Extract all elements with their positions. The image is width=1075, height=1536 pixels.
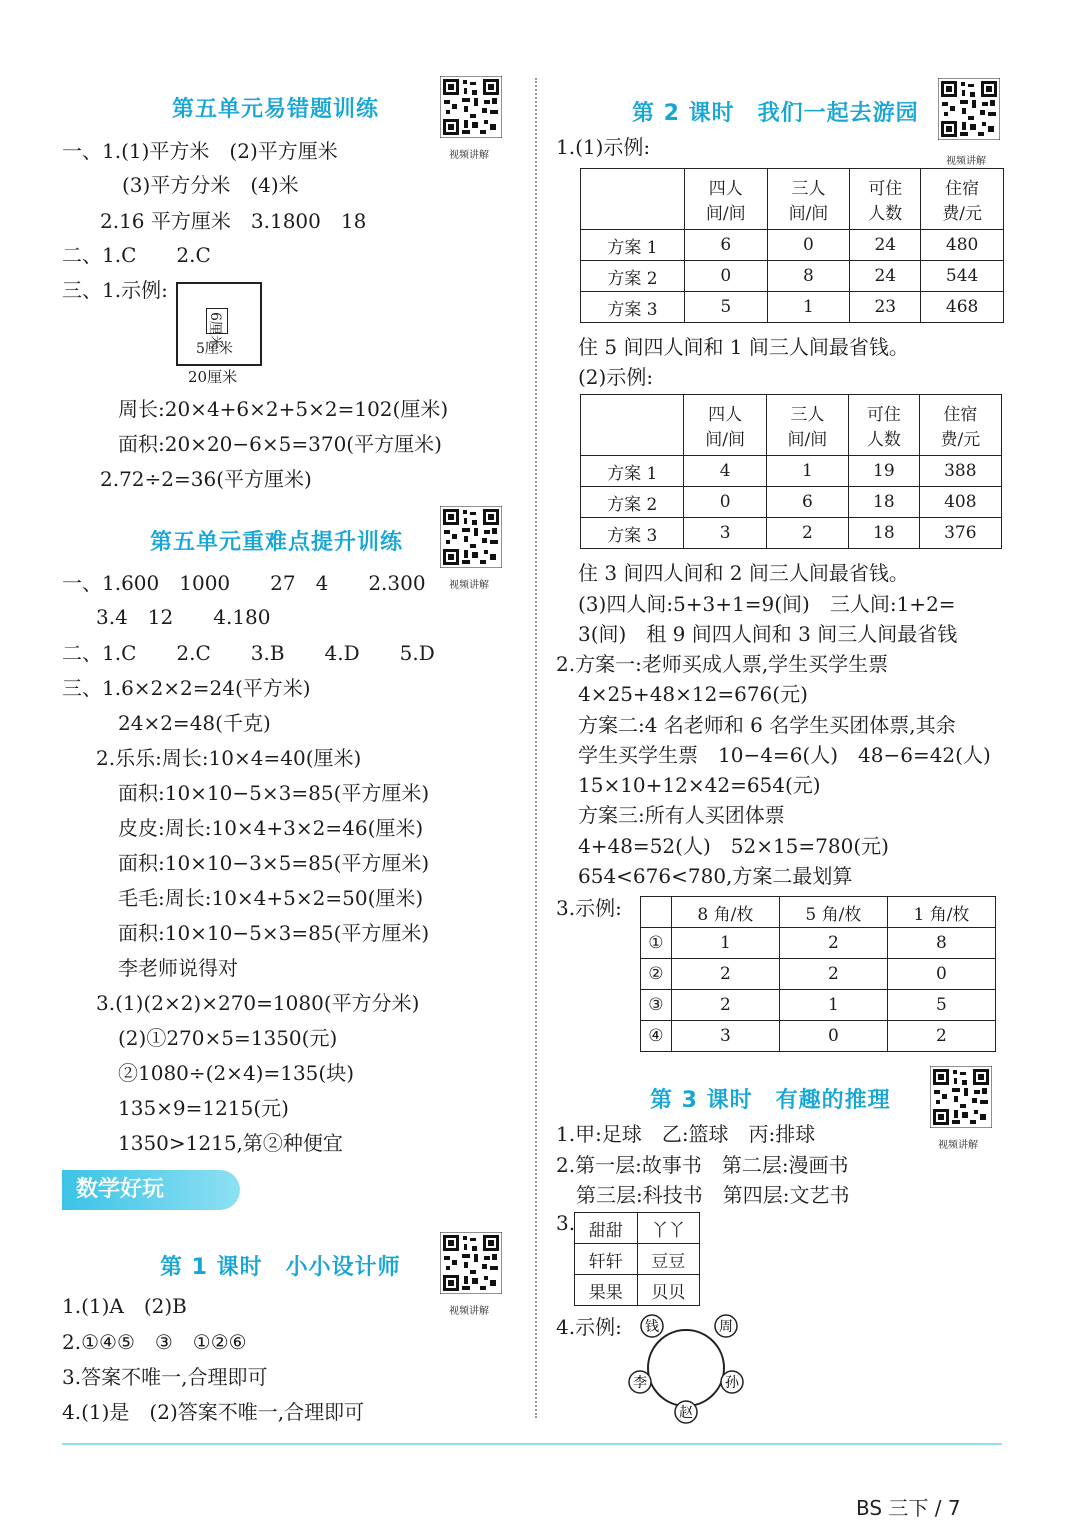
table-header-cell: 四人 间/间 bbox=[684, 169, 767, 230]
answer-line: 李老师说得对 bbox=[118, 956, 238, 980]
table-cell: 6 bbox=[684, 230, 767, 261]
table-cell: 6 bbox=[766, 487, 848, 518]
answer-line: 面积:20×20−6×5=370(平方厘米) bbox=[118, 432, 442, 456]
table-row bbox=[581, 261, 1004, 292]
table-header-cell bbox=[581, 169, 685, 230]
table-row bbox=[575, 1275, 700, 1306]
table-cell: 1 bbox=[766, 456, 848, 487]
qr-code-icon[interactable] bbox=[440, 1232, 502, 1294]
seat-label: 赵 bbox=[679, 1405, 693, 1421]
qr-label: 视频讲解 bbox=[449, 580, 489, 591]
answer-line: 面积:10×10−3×5=85(平方厘米) bbox=[118, 851, 430, 875]
answer-line: 2.①④⑤ ③ ①②⑥ bbox=[62, 1330, 247, 1354]
table-row bbox=[641, 990, 996, 1021]
answer-line: 3.4 12 4.180 bbox=[96, 605, 271, 629]
table-cell: 480 bbox=[921, 230, 1004, 261]
table-cell: 方案 3 bbox=[581, 518, 684, 549]
table-cell: 2 bbox=[671, 990, 779, 1021]
answer-line: 4.(1)是 (2)答案不唯一,合理即可 bbox=[62, 1400, 365, 1424]
answer-line: (2)①270×5=1350(元) bbox=[118, 1026, 338, 1050]
answer-line: (3)四人间:5+3+1=9(间) 三人间:1+2= bbox=[578, 592, 956, 616]
table-cell: 轩轩 bbox=[575, 1244, 638, 1275]
answer-line: 1.甲:足球 乙:篮球 丙:排球 bbox=[556, 1122, 816, 1146]
table-row bbox=[581, 456, 1002, 487]
seat-label: 李 bbox=[633, 1375, 647, 1391]
table-cell: 4 bbox=[684, 456, 766, 487]
table-cell: 方案 3 bbox=[581, 292, 685, 323]
answer-line: 二、1.C 2.C 3.B 4.D 5.D bbox=[62, 641, 435, 665]
table-header-cell bbox=[581, 395, 684, 456]
table-cell: 5 bbox=[887, 990, 995, 1021]
table-cell: 24 bbox=[850, 230, 921, 261]
table-cell: 376 bbox=[919, 518, 1001, 549]
table-cell: ② bbox=[641, 959, 672, 990]
table-cell: 0 bbox=[767, 230, 850, 261]
section-title-lesson1: 第 1 课时 小小设计师 bbox=[160, 1255, 401, 1280]
answer-line: 3.(1)(2×2)×270=1080(平方分米) bbox=[96, 991, 420, 1015]
table-row bbox=[581, 518, 1002, 549]
table-cell: 24 bbox=[850, 261, 921, 292]
table-cell: 544 bbox=[921, 261, 1004, 292]
seat-label: 钱 bbox=[645, 1319, 659, 1335]
answer-line: 4+48=52(人) 52×15=780(元) bbox=[578, 834, 889, 858]
table-cell: 388 bbox=[919, 456, 1001, 487]
table-cell: 2 bbox=[779, 928, 887, 959]
answer-line: 654<676<780,方案二最划算 bbox=[578, 864, 853, 888]
answer-line: 面积:10×10−5×3=85(平方厘米) bbox=[118, 781, 430, 805]
answer-line: 3.示例: bbox=[556, 896, 622, 920]
table-cell: 1 bbox=[779, 990, 887, 1021]
seat-label: 周 bbox=[719, 1319, 733, 1335]
table-cell: 1 bbox=[671, 928, 779, 959]
table-row bbox=[581, 292, 1004, 323]
answer-line: 135×9=1215(元) bbox=[118, 1096, 289, 1120]
qr-code-icon[interactable] bbox=[440, 506, 502, 568]
table-header-row bbox=[641, 897, 996, 928]
qr-code-icon[interactable] bbox=[930, 1066, 992, 1128]
qr-label: 视频讲解 bbox=[938, 1140, 978, 1151]
table-cell: ① bbox=[641, 928, 672, 959]
table-header-cell: 1 角/枚 bbox=[887, 897, 995, 928]
section-title-lesson3: 第 3 课时 有趣的推理 bbox=[650, 1088, 891, 1113]
table-row bbox=[641, 928, 996, 959]
table-cell: 18 bbox=[849, 518, 920, 549]
table-cell: 0 bbox=[684, 487, 766, 518]
qr-label: 视频讲解 bbox=[946, 156, 986, 167]
qr-label: 视频讲解 bbox=[449, 1306, 489, 1317]
answer-line: (2)示例: bbox=[578, 365, 654, 389]
table-cell: 0 bbox=[887, 959, 995, 990]
table-cell: 1 bbox=[767, 292, 850, 323]
table-cell: 甜甜 bbox=[575, 1213, 638, 1244]
qr-code-icon[interactable] bbox=[938, 78, 1000, 140]
bottom-rule bbox=[62, 1443, 1002, 1445]
page-footer: BS 三下 / 7 bbox=[856, 1496, 961, 1520]
table-cell: 方案 1 bbox=[581, 230, 685, 261]
answer-line: 1.(1)A (2)B bbox=[62, 1294, 187, 1318]
table-header-row bbox=[581, 169, 1004, 230]
table-row bbox=[581, 487, 1002, 518]
answer-line: 2.乐乐:周长:10×4=40(厘米) bbox=[96, 746, 362, 770]
table-header-cell: 可住 人数 bbox=[850, 169, 921, 230]
section-banner-math-fun: 数学好玩 bbox=[62, 1170, 240, 1210]
table-header-cell: 5 角/枚 bbox=[779, 897, 887, 928]
table-cell: 方案 1 bbox=[581, 456, 684, 487]
seat-label: 孙 bbox=[725, 1375, 739, 1391]
qr-label: 视频讲解 bbox=[449, 150, 489, 161]
table-header-cell: 8 角/枚 bbox=[671, 897, 779, 928]
answer-line: 一、1.600 1000 27 4 2.300 bbox=[62, 571, 426, 595]
section-title-lesson2: 第 2 课时 我们一起去游园 bbox=[632, 101, 919, 126]
answer-line: 住 3 间四人间和 2 间三人间最省钱。 bbox=[578, 561, 909, 585]
answer-line: 4.示例: bbox=[556, 1315, 622, 1339]
answer-line: (3)平方分米 (4)米 bbox=[122, 173, 299, 197]
answer-line: 4×25+48×12=676(元) bbox=[578, 682, 808, 706]
section-title-unit5-key-points: 第五单元重难点提升训练 bbox=[150, 530, 404, 555]
table-cell: ④ bbox=[641, 1021, 672, 1052]
table-header-cell: 住宿 费/元 bbox=[921, 169, 1004, 230]
answer-line: 三、1.示例: bbox=[62, 278, 168, 302]
answer-line: 二、1.C 2.C bbox=[62, 243, 211, 267]
table-row bbox=[575, 1244, 700, 1275]
table-cell: 方案 2 bbox=[581, 261, 685, 292]
table-header-cell: 可住 人数 bbox=[849, 395, 920, 456]
answer-line: 2.第一层:故事书 第二层:漫画书 bbox=[556, 1153, 849, 1177]
qr-code-icon[interactable] bbox=[440, 76, 502, 138]
table-cell: 丫丫 bbox=[637, 1213, 700, 1244]
answer-line: 面积:10×10−5×3=85(平方厘米) bbox=[118, 921, 430, 945]
table-cell: 3 bbox=[671, 1021, 779, 1052]
answer-line: 2.方案一:老师买成人票,学生买学生票 bbox=[556, 652, 889, 676]
table-cell: 468 bbox=[921, 292, 1004, 323]
table-header-row bbox=[581, 395, 1002, 456]
answer-line: 1.(1)示例: bbox=[556, 135, 651, 159]
table-cell: 8 bbox=[767, 261, 850, 292]
answer-line: 3.答案不唯一,合理即可 bbox=[62, 1365, 268, 1389]
table-cell: 2 bbox=[766, 518, 848, 549]
table-row bbox=[575, 1213, 700, 1244]
answer-line: 住 5 间四人间和 1 间三人间最省钱。 bbox=[578, 335, 909, 359]
table-cell: 2 bbox=[671, 959, 779, 990]
lodging-table-2 bbox=[580, 394, 1002, 549]
table-header-cell: 住宿 费/元 bbox=[919, 395, 1001, 456]
table-cell: 果果 bbox=[575, 1275, 638, 1306]
table-cell: 2 bbox=[779, 959, 887, 990]
table-header-cell: 三人 间/间 bbox=[766, 395, 848, 456]
answer-line: ②1080÷(2×4)=135(块) bbox=[118, 1061, 355, 1085]
section-title-unit5-mistakes: 第五单元易错题训练 bbox=[172, 97, 380, 122]
answer-line: 一、1.(1)平方米 (2)平方厘米 bbox=[62, 139, 338, 163]
column-divider bbox=[535, 78, 537, 1418]
table-cell: 方案 2 bbox=[581, 487, 684, 518]
outer-width-label: 20厘米 bbox=[188, 368, 238, 386]
table-row bbox=[581, 230, 1004, 261]
rectangle-figure bbox=[176, 282, 262, 366]
table-header-cell: 三人 间/间 bbox=[767, 169, 850, 230]
table-header-cell: 四人 间/间 bbox=[684, 395, 766, 456]
answer-line: 2.16 平方厘米 3.1800 18 bbox=[100, 209, 367, 233]
table-cell: 19 bbox=[849, 456, 920, 487]
table-row bbox=[641, 1021, 996, 1052]
table-cell: 0 bbox=[684, 261, 767, 292]
seating-diagram bbox=[620, 1310, 750, 1428]
table-cell: 8 bbox=[887, 928, 995, 959]
answer-line: 方案二:4 名老师和 6 名学生买团体票,其余 bbox=[578, 713, 956, 737]
answer-line: 第三层:科技书 第四层:文艺书 bbox=[576, 1183, 850, 1207]
answer-line: 3(间) 租 9 间四人间和 3 间三人间最省钱 bbox=[578, 622, 958, 646]
answer-line: 15×10+12×42=654(元) bbox=[578, 773, 821, 797]
table-cell: 2 bbox=[887, 1021, 995, 1052]
answer-line: 周长:20×4+6×2+5×2=102(厘米) bbox=[118, 397, 449, 421]
answer-line: 学生买学生票 10−4=6(人) 48−6=42(人) bbox=[578, 743, 991, 767]
table-circle bbox=[648, 1330, 724, 1406]
table-cell: 5 bbox=[684, 292, 767, 323]
table-cell: ③ bbox=[641, 990, 672, 1021]
table-cell: 3 bbox=[684, 518, 766, 549]
inner-height-label: 6厘米 bbox=[207, 312, 223, 349]
answer-line: 三、1.6×2×2=24(平方米) bbox=[62, 676, 311, 700]
answer-line: 方案三:所有人买团体票 bbox=[578, 803, 785, 827]
table-cell: 18 bbox=[849, 487, 920, 518]
table-cell: 贝贝 bbox=[637, 1275, 700, 1306]
answer-line: 2.72÷2=36(平方厘米) bbox=[100, 467, 312, 491]
table-row bbox=[641, 959, 996, 990]
answer-line: 1350>1215,第②种便宜 bbox=[118, 1131, 343, 1155]
inner-width-label: 5厘米 bbox=[196, 341, 233, 357]
answer-line: 3. bbox=[556, 1211, 576, 1235]
table-cell: 豆豆 bbox=[637, 1244, 700, 1275]
coin-table bbox=[640, 896, 996, 1052]
table-cell: 408 bbox=[919, 487, 1001, 518]
table-cell: 23 bbox=[850, 292, 921, 323]
table-header-cell bbox=[641, 897, 672, 928]
pairing-table bbox=[574, 1212, 700, 1306]
answer-line: 皮皮:周长:10×4+3×2=46(厘米) bbox=[118, 816, 424, 840]
answer-line: 24×2=48(千克) bbox=[118, 711, 271, 735]
table-cell: 0 bbox=[779, 1021, 887, 1052]
answer-line: 毛毛:周长:10×4+5×2=50(厘米) bbox=[118, 886, 424, 910]
lodging-table-1 bbox=[580, 168, 1004, 323]
